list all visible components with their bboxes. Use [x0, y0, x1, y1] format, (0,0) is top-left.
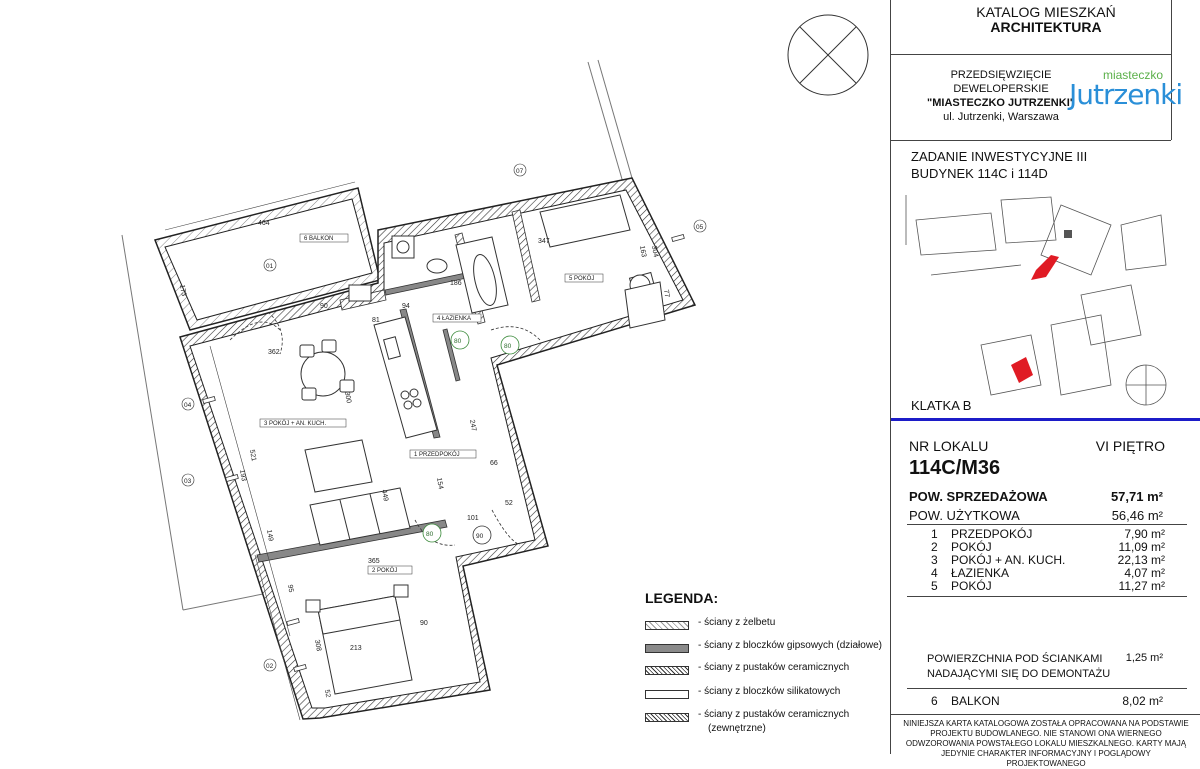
- sale-area-label: POW. SPRZEDAŻOWA: [909, 489, 1048, 504]
- demolition-label: [927, 652, 1110, 682]
- label-room3: 3 POKÓJ + AN. KUCH.: [264, 421, 327, 427]
- room-area: 22,13 m²: [1117, 553, 1165, 567]
- rooms-table: [907, 527, 1187, 592]
- room-area: 11,27 m²: [1118, 579, 1165, 593]
- dim-label: 66: [490, 460, 498, 467]
- staircase-highlight: [1011, 357, 1033, 383]
- demolition-line2: NADAJĄCYMI SIĘ DO DEMONTAŻU: [927, 668, 1111, 680]
- dim-label: 94: [402, 303, 410, 310]
- dim-label: 365: [368, 558, 380, 565]
- door-tag: 80: [426, 531, 434, 538]
- investment-line2: BUDYNEK 114C i 114D: [911, 166, 1048, 181]
- legend-item-ceramic-ext-note: (zewnętrzne): [708, 723, 766, 734]
- room-row: [907, 540, 1187, 553]
- label-room5: 5 POKÓJ: [569, 276, 595, 282]
- disclaimer-line1: NINIEJSZA KARTA KATALOGOWA ZOSTAŁA OPRACOWANA NA PODSTAWIE: [903, 719, 1189, 728]
- dim-label: 154: [435, 477, 444, 490]
- catalog-subtitle: ARCHITEKTURA: [990, 19, 1102, 35]
- legend-swatch-concrete: [645, 621, 689, 630]
- legend-title: LEGENDA:: [645, 590, 719, 606]
- info-panel: [890, 0, 1200, 768]
- jutrzenki-logo: [1069, 68, 1183, 111]
- dim-label: 90: [420, 620, 428, 627]
- dim-label: 300: [343, 391, 352, 404]
- disclaimer-line2: PROJEKTU BUDOWLANEGO. NIE STANOWI ONA WIERNEGO: [930, 729, 1162, 738]
- room-no: 5: [931, 579, 938, 593]
- building-highlight: [1031, 255, 1059, 280]
- dim-label: 90: [320, 303, 328, 310]
- door-tag: 80: [454, 338, 462, 345]
- usable-area-label: POW. UŻYTKOWA: [909, 508, 1020, 523]
- window-tag-id: 02: [266, 663, 274, 670]
- demolition-line1: POWIERZCHNIA POD ŚCIANKAMI: [927, 653, 1103, 665]
- room-area: 4,07 m²: [1124, 566, 1165, 580]
- legend-swatch-ceramic-ext: [645, 713, 689, 722]
- room-no: 2: [931, 540, 938, 554]
- divider: [891, 418, 1200, 421]
- dim-label: 304: [650, 245, 659, 258]
- legend-item-ceramic-ext: - ściany z pustaków ceramicznych: [698, 709, 850, 720]
- label-balcony: 6 BALKON: [304, 236, 334, 242]
- dim-label: 149: [265, 529, 274, 542]
- dim-label: 449: [380, 489, 389, 502]
- room-name: PRZEDPOKÓJ: [951, 527, 1033, 541]
- window-tag-id: 03: [184, 478, 192, 485]
- unit-nr-label: NR LOKALU: [909, 438, 989, 454]
- room-row: [907, 527, 1187, 540]
- room-row: [907, 566, 1187, 579]
- balcony-area: 8,02 m²: [1122, 694, 1163, 708]
- logo-small-text: miasteczko: [1102, 68, 1163, 82]
- north-arrow-icon: [788, 15, 868, 95]
- dim-label: 213: [350, 645, 362, 652]
- balcony-name: BALKON: [951, 694, 1000, 708]
- room-area: 7,90 m²: [1124, 527, 1165, 541]
- dim-label: 77: [662, 289, 671, 299]
- legend-swatch-gypsum: [645, 644, 689, 653]
- dim-label: 52: [323, 689, 332, 699]
- dim-label: 95: [286, 584, 295, 594]
- developer-line3: "MIASTECZKO JUTRZENKI": [927, 97, 1075, 109]
- investment-line1: ZADANIE INWESTYCYJNE III: [911, 149, 1088, 164]
- developer-line2: DEWELOPERSKIE: [953, 83, 1049, 95]
- dim-label: 308: [313, 639, 322, 652]
- balcony-no: 6: [931, 694, 938, 708]
- room-name: POKÓJ: [951, 579, 992, 593]
- logo-big-text: Jutrzenki: [1069, 78, 1183, 111]
- legend-swatch-silicate: [645, 690, 689, 699]
- window-tag-id: 07: [516, 168, 524, 175]
- unit-number: 114C/M36: [909, 457, 1001, 479]
- dim-label: 362: [268, 349, 280, 356]
- label-room4: 4 ŁAZIENKA: [437, 316, 472, 322]
- window-tag-id: 05: [696, 224, 704, 231]
- room-no: 1: [931, 527, 938, 541]
- dim-label: 81: [372, 317, 380, 324]
- disclaimer-line3: ODWZOROWANIA POWSTAŁEGO LOKALU MIESZKALNEGO. KARTY MAJĄ: [905, 739, 1187, 748]
- dim-label: 464: [258, 220, 270, 227]
- site-map: [901, 185, 1176, 410]
- room-row: [907, 553, 1187, 566]
- room-name: POKÓJ + AN. KUCH.: [951, 553, 1066, 567]
- label-room1: 1 PRZEDPOKÓJ: [414, 452, 460, 458]
- legend-item-silicate: - ściany z bloczków silikatowych: [698, 686, 841, 697]
- dim-label: 521: [248, 449, 257, 462]
- usable-area-value: 56,46 m²: [1111, 508, 1163, 523]
- dim-label: 193: [238, 469, 247, 482]
- unit-floor: VI PIĘTRO: [1095, 438, 1165, 454]
- room-name: ŁAZIENKA: [951, 566, 1010, 580]
- window-tag-id: 04: [184, 402, 192, 409]
- disclaimer: [901, 719, 1191, 769]
- legend-item-ceramic: - ściany z pustaków ceramicznych: [698, 662, 850, 673]
- staircase-label: KLATKA B: [911, 398, 972, 413]
- room-no: 4: [931, 566, 938, 580]
- window-tag-id: 01: [266, 263, 274, 270]
- developer-line4: ul. Jutrzenki, Warszawa: [943, 111, 1059, 123]
- legend-swatch-ceramic: [645, 666, 689, 675]
- dim-label: 101: [467, 515, 479, 522]
- catalog-title: KATALOG MIESZKAŃ: [976, 4, 1116, 20]
- legend-item-gypsum: - ściany z bloczków gipsowych (działowe): [698, 640, 882, 651]
- disclaimer-line4: JEDYNIE CHARAKTER INFORMACYJNY I POGLĄDOWY PROJEKTOWANEGO: [941, 749, 1151, 768]
- dim-label: 247: [468, 419, 477, 432]
- room-area: 11,09 m²: [1118, 540, 1165, 554]
- room-no: 3: [931, 553, 938, 567]
- door-tag: 90: [476, 533, 484, 540]
- dim-label: 186: [450, 280, 462, 287]
- dim-label: 173: [178, 284, 187, 297]
- door-tag: 80: [504, 343, 512, 350]
- investment-title: [911, 148, 1087, 182]
- developer-line1: PRZEDSIĘWZIĘCIE: [950, 69, 1052, 81]
- dim-label: 52: [505, 500, 513, 507]
- demolition-area: 1,25 m²: [1125, 652, 1163, 664]
- dim-label: 347: [538, 238, 550, 245]
- sale-area-value: 57,71 m²: [1110, 489, 1163, 504]
- label-room2: 2 POKÓJ: [372, 568, 398, 574]
- dim-label: 163: [638, 245, 647, 258]
- room-name: POKÓJ: [951, 540, 992, 554]
- room-row: [907, 579, 1187, 592]
- legend-item-concrete: - ściany z żelbetu: [698, 617, 776, 628]
